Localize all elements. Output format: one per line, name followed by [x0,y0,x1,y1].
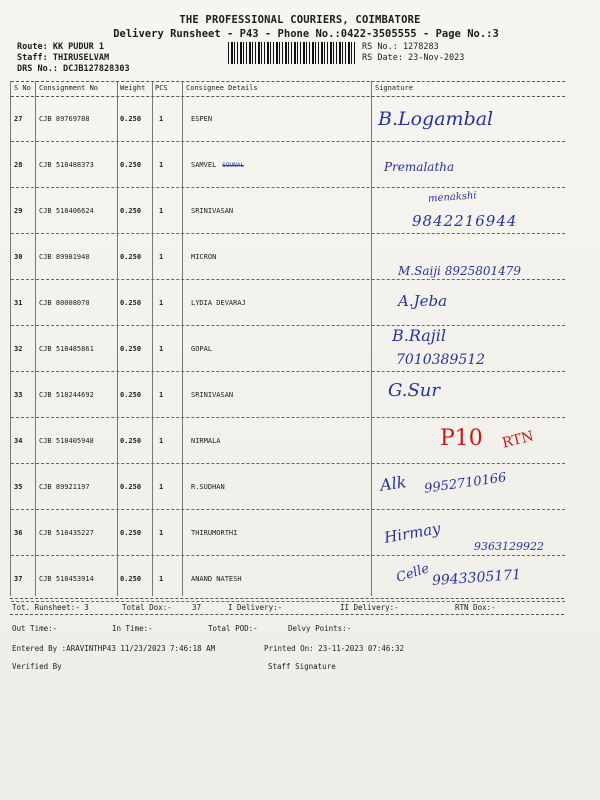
rs-number: RS No.: 1278283 [362,42,439,52]
weight: 0.250 [120,529,142,537]
struck-text: SOUNAL [222,162,244,169]
sno: 31 [14,299,23,307]
pcs: 1 [159,483,164,491]
pcs: 1 [159,345,164,353]
signature-37-name: Celle [394,561,432,586]
weight: 0.250 [120,391,142,399]
consignment-no: CJB 89981940 [39,253,90,261]
header-consignee: Consignee Details [186,84,258,92]
delivery-table [10,81,565,596]
sno: 33 [14,391,23,399]
consignee: LYDIA DEVARAJ [191,299,246,307]
signature-32-name: B.Rajil [392,326,446,345]
weight: 0.250 [120,161,142,169]
consignee: ESPEN [191,115,213,123]
consignee: THIRUMORTHI [191,529,238,537]
table-header [11,81,565,97]
signature-33: G.Sur [388,380,440,401]
ii-delivery: II Delivery:- [340,603,399,612]
consignment-no: CJB 518406624 [39,207,94,215]
weight: 0.250 [120,299,142,307]
runsheet-subtitle: Delivery Runsheet - P43 - Phone No.:0422-3505555 - Page No.:3 [113,28,499,40]
weight: 0.250 [120,483,142,491]
footer-divider [10,614,564,615]
pcs: 1 [159,253,164,261]
footer-divider [10,598,564,599]
sno: 28 [14,161,23,169]
drs-number: DRS No.: DCJB127828303 [17,64,130,74]
pcs: 1 [159,529,164,537]
header-pcs: PCS [155,84,168,92]
signature-35-phone: 9952710166 [423,470,508,497]
signature-29-name: menakshi [427,190,477,205]
in-time: In Time:- [112,624,153,633]
pcs: 1 [159,161,164,169]
total-dox-value: 37 [192,603,202,612]
pcs: 1 [159,299,164,307]
signature-37-phone-b: 9943305171 [431,566,522,590]
signature-28: Premalatha [384,160,455,174]
sno: 34 [14,437,23,445]
signature-34-p10: P10 [440,426,483,451]
pcs: 1 [159,575,164,583]
consignment-no: CJB 518244692 [39,391,94,399]
signature-34-rtn: RTN [500,428,536,452]
sno: 29 [14,207,23,215]
weight: 0.250 [120,575,142,583]
consignee [191,161,244,169]
tot-runsheet: Tot. Runsheet:- 3 [12,603,89,612]
consignment-no: CJB 89769788 [39,115,90,123]
header-consignment: Consignment No [39,84,99,92]
route-label: Route: KK PUDUR 1 [17,42,104,52]
signature-37-phone-a: 9363129922 [474,540,544,553]
weight: 0.250 [120,253,142,261]
total-pod: Total POD:- [208,624,258,633]
barcode [228,42,356,64]
consignee: MICRON [191,253,217,261]
signature-31-a: M.Saiji 8925801479 [398,264,522,278]
table-row [11,372,565,418]
verified-by: Verified By [12,662,62,671]
rs-date: RS Date: 23-Nov-2023 [362,53,465,63]
delvy-points: Delvy Points:- [288,624,352,633]
consignment-no: CJB 518435227 [39,529,94,537]
sno: 37 [14,575,23,583]
company-title: THE PROFESSIONAL COURIERS, COIMBATORE [179,14,421,26]
sno: 32 [14,345,23,353]
consignee: SRINIVASAN [191,391,234,399]
pcs: 1 [159,391,164,399]
weight: 0.250 [120,115,142,123]
header-weight: Weight [120,84,146,92]
weight: 0.250 [120,207,142,215]
sno: 35 [14,483,23,491]
consignment-no: CJB 518485861 [39,345,94,353]
header-signature: Signature [375,84,413,92]
sno: 30 [14,253,23,261]
pcs: 1 [159,437,164,445]
consignee-name: SAMVEL [191,161,217,169]
signature-27: B.Logambal [378,108,494,130]
rtn-dox: RTN Dox:- [455,603,496,612]
signature-32-phone: 7010389512 [396,352,486,368]
out-time: Out Time:- [12,624,58,633]
consignment-no: CJB 518405948 [39,437,94,445]
table-row [11,142,565,188]
signature-29-phone: 9842216944 [412,212,518,230]
signature-31-b: A.Jeba [398,292,448,310]
table-row [11,280,565,326]
staff-signature: Staff Signature [268,662,336,671]
consignee: ANAND NATESH [191,575,242,583]
total-dox-label: Total Dox:- [122,603,172,612]
sno: 36 [14,529,23,537]
signature-36: Hirmay [382,519,442,547]
entered-by: Entered By :ARAVINTHP43 11/23/2023 7:46:18 AM [12,644,216,653]
consignment-no: CJB 89921197 [39,483,90,491]
consignee: R.SUDHAN [191,483,225,491]
consignment-no: CJB 80008070 [39,299,90,307]
header-sno: S No [14,84,31,92]
sno: 27 [14,115,23,123]
consignee: SRINIVASAN [191,207,234,215]
weight: 0.250 [120,437,142,445]
printed-on: Printed On: 23-11-2023 07:46:32 [264,644,404,653]
consignee: NIRMALA [191,437,221,445]
i-delivery: I Delivery:- [228,603,283,612]
weight: 0.250 [120,345,142,353]
consignment-no: CJB 518453914 [39,575,94,583]
staff-label: Staff: THIRUSELVAM [17,53,110,63]
consignment-no: CJB 518488373 [39,161,94,169]
pcs: 1 [159,115,164,123]
consignee: GOPAL [191,345,213,353]
signature-35-name: Alk [378,472,408,495]
pcs: 1 [159,207,164,215]
